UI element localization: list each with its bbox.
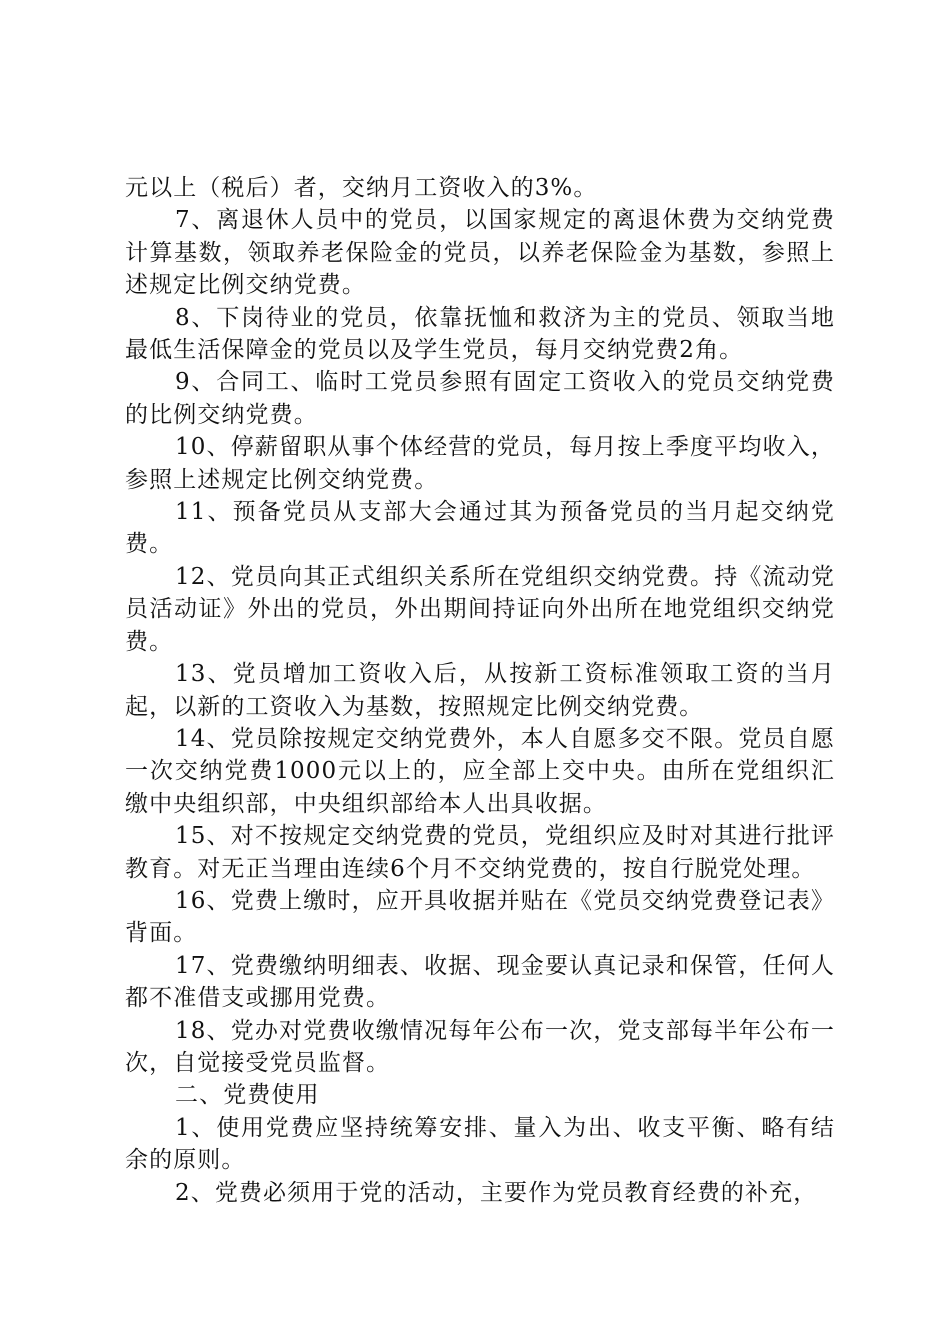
paragraph: 15、对不按规定交纳党费的党员，党组织应及时对其进行批评教育。对无正当理由连续6个月不交纳党费的，按自行脱党处理。 xyxy=(125,823,835,882)
document-body xyxy=(125,172,835,1209)
paragraph: 元以上（税后）者，交纳月工资收入的3%。 xyxy=(125,175,598,201)
paragraph: 16、党费上缴时，应开具收据并贴在《党员交纳党费登记表》背面。 xyxy=(125,887,835,947)
section-heading: 二、党费使用 xyxy=(175,1082,320,1109)
paragraph: 1、使用党费应坚持统筹安排、量入为出、收支平衡、略有结余的原则。 xyxy=(125,1114,835,1174)
paragraph: 14、党员除按规定交纳党费外，本人自愿多交不限。党员自愿一次交纳党费1000元以上的，应全部上交中央。由所在党组织汇缴中央组织部，中央组织部给本人出具收据。 xyxy=(125,725,835,817)
paragraph: 11、预备党员从支部大会通过其为预备党员的当月起交纳党费。 xyxy=(125,499,835,558)
paragraph: 9、合同工、临时工党员参照有固定工资收入的党员交纳党费的比例交纳党费。 xyxy=(125,369,835,428)
paragraph: 12、党员向其正式组织关系所在党组织交纳党费。持《流动党员活动证》外出的党员，外出期间持证向外出所在地党组织交纳党费。 xyxy=(125,563,835,655)
paragraph: 13、党员增加工资收入后，从按新工资标准领取工资的当月起，以新的工资收入为基数，按照规定比例交纳党费。 xyxy=(125,661,835,720)
paragraph: 7、离退休人员中的党员，以国家规定的离退休费为交纳党费计算基数，领取养老保险金的党员，以养老保险金为基数，参照上述规定比例交纳党费。 xyxy=(125,207,835,299)
paragraph: 8、下岗待业的党员，依靠抚恤和救济为主的党员、领取当地最低生活保障金的党员以及学生党员，每月交纳党费2角。 xyxy=(125,304,835,364)
paragraph: 10、停薪留职从事个体经营的党员，每月按上季度平均收入，参照上述规定比例交纳党费。 xyxy=(125,434,835,493)
paragraph: 2、党费必须用于党的活动，主要作为党员教育经费的补充， xyxy=(175,1179,818,1206)
paragraph: 17、党费缴纳明细表、收据、现金要认真记录和保管，任何人都不准借支或挪用党费。 xyxy=(125,952,835,1012)
paragraph: 18、党办对党费收缴情况每年公布一次，党支部每半年公布一次，自觉接受党员监督。 xyxy=(125,1017,835,1076)
